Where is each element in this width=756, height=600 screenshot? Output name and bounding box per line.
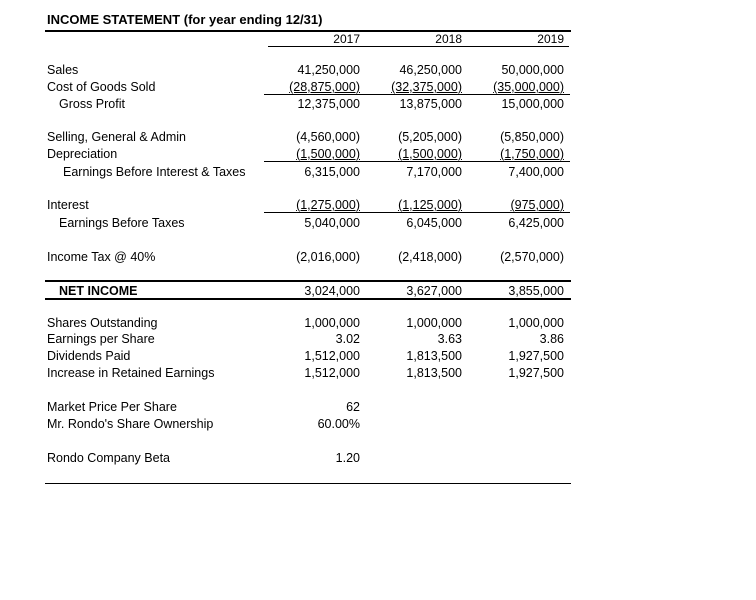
- row-label: Dividends Paid: [47, 349, 131, 363]
- table-bottom-rule: [45, 483, 571, 484]
- value-2017: 60.00%: [317, 417, 360, 431]
- row-label: Shares Outstanding: [47, 316, 158, 330]
- value-2018: 1,813,500: [406, 366, 462, 380]
- row-sga: [0, 130, 756, 147]
- value-2019: 1,927,500: [508, 366, 564, 380]
- value-2019: 7,400,000: [508, 165, 564, 179]
- value-2017: 62: [346, 400, 360, 414]
- value-2018: 7,170,000: [406, 165, 462, 179]
- year-header-underline: [268, 46, 569, 47]
- value-2019: (35,000,000): [493, 80, 564, 94]
- row-company-beta: [0, 451, 756, 468]
- value-2017: 6,315,000: [304, 165, 360, 179]
- row-label: Earnings per Share: [47, 332, 155, 346]
- value-2019: 50,000,000: [501, 63, 564, 77]
- net-income-top-rule: [45, 280, 571, 282]
- value-2018: (5,205,000): [398, 130, 462, 144]
- value-2018: 13,875,000: [399, 97, 462, 111]
- value-2018: (32,375,000): [391, 80, 462, 94]
- value-2018: 3.63: [437, 332, 462, 346]
- value-2017: (4,560,000): [296, 130, 360, 144]
- title-rule: [45, 30, 571, 32]
- value-2017: 1,512,000: [304, 366, 360, 380]
- year-header-2019: 2019: [537, 32, 564, 46]
- value-2018: 6,045,000: [406, 216, 462, 230]
- interest-subtotal-rule: [264, 212, 570, 213]
- row-ebit: [0, 165, 756, 182]
- row-ebt: [0, 216, 756, 233]
- row-label: Income Tax @ 40%: [47, 250, 156, 264]
- value-2018: 3,627,000: [406, 284, 462, 298]
- value-2019: 3,855,000: [508, 284, 564, 298]
- row-label: Selling, General & Admin: [47, 130, 186, 144]
- depreciation-subtotal-rule: [264, 161, 570, 162]
- value-2017: 5,040,000: [304, 216, 360, 230]
- row-eps: [0, 332, 756, 349]
- cogs-subtotal-rule: [264, 94, 570, 95]
- value-2018: (1,125,000): [398, 198, 462, 212]
- value-2019: (5,850,000): [500, 130, 564, 144]
- row-label: Earnings Before Taxes: [59, 216, 185, 230]
- value-2017: 12,375,000: [297, 97, 360, 111]
- value-2019: (1,750,000): [500, 147, 564, 161]
- row-label: Increase in Retained Earnings: [47, 366, 215, 380]
- row-label: Earnings Before Interest & Taxes: [63, 165, 246, 179]
- value-2017: 3,024,000: [304, 284, 360, 298]
- value-2017: (2,016,000): [296, 250, 360, 264]
- row-gross-profit: [0, 97, 756, 114]
- row-share-ownership: [0, 417, 756, 434]
- value-2017: 1.20: [335, 451, 360, 465]
- value-2019: 15,000,000: [501, 97, 564, 111]
- value-2019: 1,927,500: [508, 349, 564, 363]
- value-2019: 6,425,000: [508, 216, 564, 230]
- value-2019: (975,000): [510, 198, 564, 212]
- row-label: Interest: [47, 198, 89, 212]
- row-income-tax: [0, 250, 756, 267]
- row-shares-outstanding: [0, 316, 756, 333]
- value-2019: 1,000,000: [508, 316, 564, 330]
- value-2017: 1,000,000: [304, 316, 360, 330]
- value-2017: (28,875,000): [289, 80, 360, 94]
- value-2017: 1,512,000: [304, 349, 360, 363]
- net-income-bottom-rule: [45, 298, 571, 300]
- statement-title: INCOME STATEMENT (for year ending 12/31): [47, 12, 323, 27]
- value-2018: (2,418,000): [398, 250, 462, 264]
- value-2017: 3.02: [335, 332, 360, 346]
- value-2018: (1,500,000): [398, 147, 462, 161]
- row-sales: [0, 63, 756, 80]
- year-header-2018: 2018: [435, 32, 462, 46]
- value-2018: 46,250,000: [399, 63, 462, 77]
- value-2019: (2,570,000): [500, 250, 564, 264]
- value-2017: (1,275,000): [296, 198, 360, 212]
- row-retained-earnings: [0, 366, 756, 383]
- row-label: Rondo Company Beta: [47, 451, 170, 465]
- value-2018: 1,813,500: [406, 349, 462, 363]
- row-label: Cost of Goods Sold: [47, 80, 156, 94]
- row-label: Market Price Per Share: [47, 400, 177, 414]
- value-2018: 1,000,000: [406, 316, 462, 330]
- row-market-price: [0, 400, 756, 417]
- row-label: Depreciation: [47, 147, 118, 161]
- row-label: Sales: [47, 63, 79, 77]
- value-2017: (1,500,000): [296, 147, 360, 161]
- row-label: Gross Profit: [59, 97, 125, 111]
- year-header-2017: 2017: [333, 32, 360, 46]
- row-label: NET INCOME: [59, 284, 138, 298]
- value-2017: 41,250,000: [297, 63, 360, 77]
- row-label: Mr. Rondo's Share Ownership: [47, 417, 214, 431]
- row-dividends-paid: [0, 349, 756, 366]
- value-2019: 3.86: [539, 332, 564, 346]
